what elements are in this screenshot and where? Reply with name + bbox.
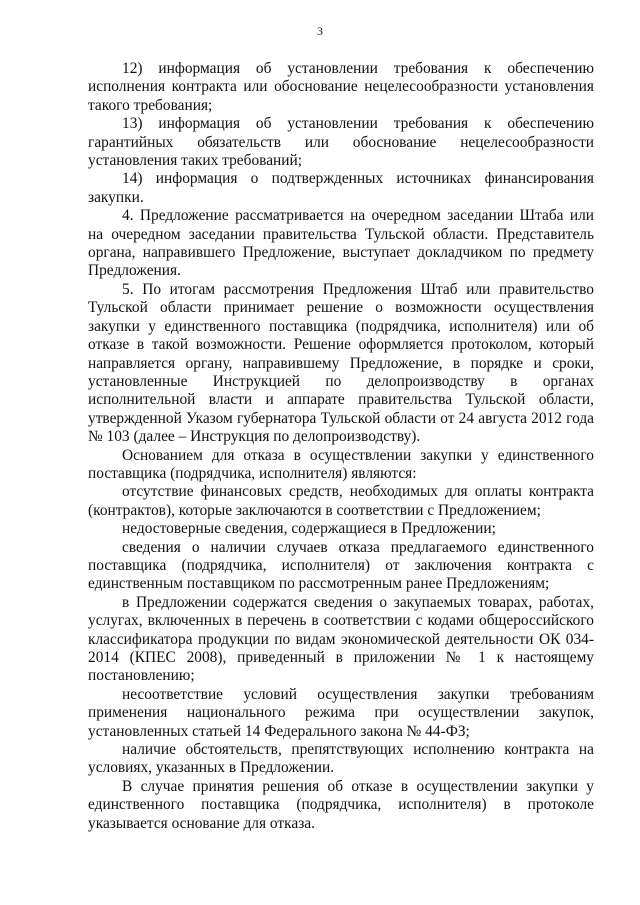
paragraph-refusal-grounds-intro: Основанием для отказа в осуществлении закупки у единственного поставщика (подрядчика, исполнителя) являются: [88,446,594,482]
paragraph-section-5: 5. По итогам рассмотрения Предложения Штаб или правительство Тульской области принимает решение о возможности осуществления закупки у единственного поставщика (подрядчика, исполнителя) или об отказе в такой возможности. Решение оформляется протоколом, который направляется органу, направившему Предложение, в порядке и сроки, установленные Инструкцией по делопроизводству в органах исполнительной власти и аппарате правительства Тульской области, утвержденной Указом губернатора Тульской области от 24 августа 2012 года № 103 (далее – Инструкция по делопроизводству). [88,280,594,446]
paragraph-item-14: 14) информация о подтвержденных источниках финансирования закупки. [88,170,594,206]
paragraph-refusal-protocol: В случае принятия решения об отказе в осуществлении закупки у единственного поставщика (подрядчика, исполнителя) в протоколе указывается основание для отказа. [88,777,594,832]
paragraph-ground-false-info: недостоверные сведения, содержащиеся в Предложении; [122,520,496,538]
paragraph-item-13: 13) информация об установлении требования к обеспечению гарантийных обязательств или обоснование нецелесообразности установления таких требований; [88,115,594,170]
paragraph-ground-okpd-list: в Предложении содержатся сведения о закупаемых товарах, работах, услугах, включенных в перечень в соответствии с кодами общероссийского классификатора продукции по видам экономической деятельности ОК 034-2014 (КПЕС 2008), приведенный в приложении № 1 к настоящему постановлению; [88,593,594,685]
paragraph-ground-no-funds: отсутствие финансовых средств, необходимых для оплаты контракта (контрактов), которые заключаются в соответствии с Предложением; [88,483,594,519]
paragraph-ground-national-regime: несоответствие условий осуществления закупки требованиям применения национального режима при осуществлении закупок, установленных статьей 14 Федерального закона № 44-ФЗ; [88,685,594,740]
page-number: 3 [317,24,323,38]
document-body [88,60,594,833]
paragraph-ground-obstacles: наличие обстоятельств, препятствующих исполнению контракта на условиях, указанных в Предложении. [88,741,594,777]
paragraph-section-4: 4. Предложение рассматривается на очередном заседании Штаба или на очередном заседании правительства Тульской области. Представитель органа, направившего Предложение, выступает докладчиком по предмету Предложения. [88,207,594,280]
paragraph-ground-supplier-refusal: сведения о наличии случаев отказа предлагаемого единственного поставщика (подрядчика, исполнителя) от заключения контракта с единственным поставщиком по рассмотренным ранее Предложениям; [88,538,594,593]
paragraph-item-12: 12) информация об установлении требования к обеспечению исполнения контракта или обоснование нецелесообразности установления такого требования; [88,60,594,114]
